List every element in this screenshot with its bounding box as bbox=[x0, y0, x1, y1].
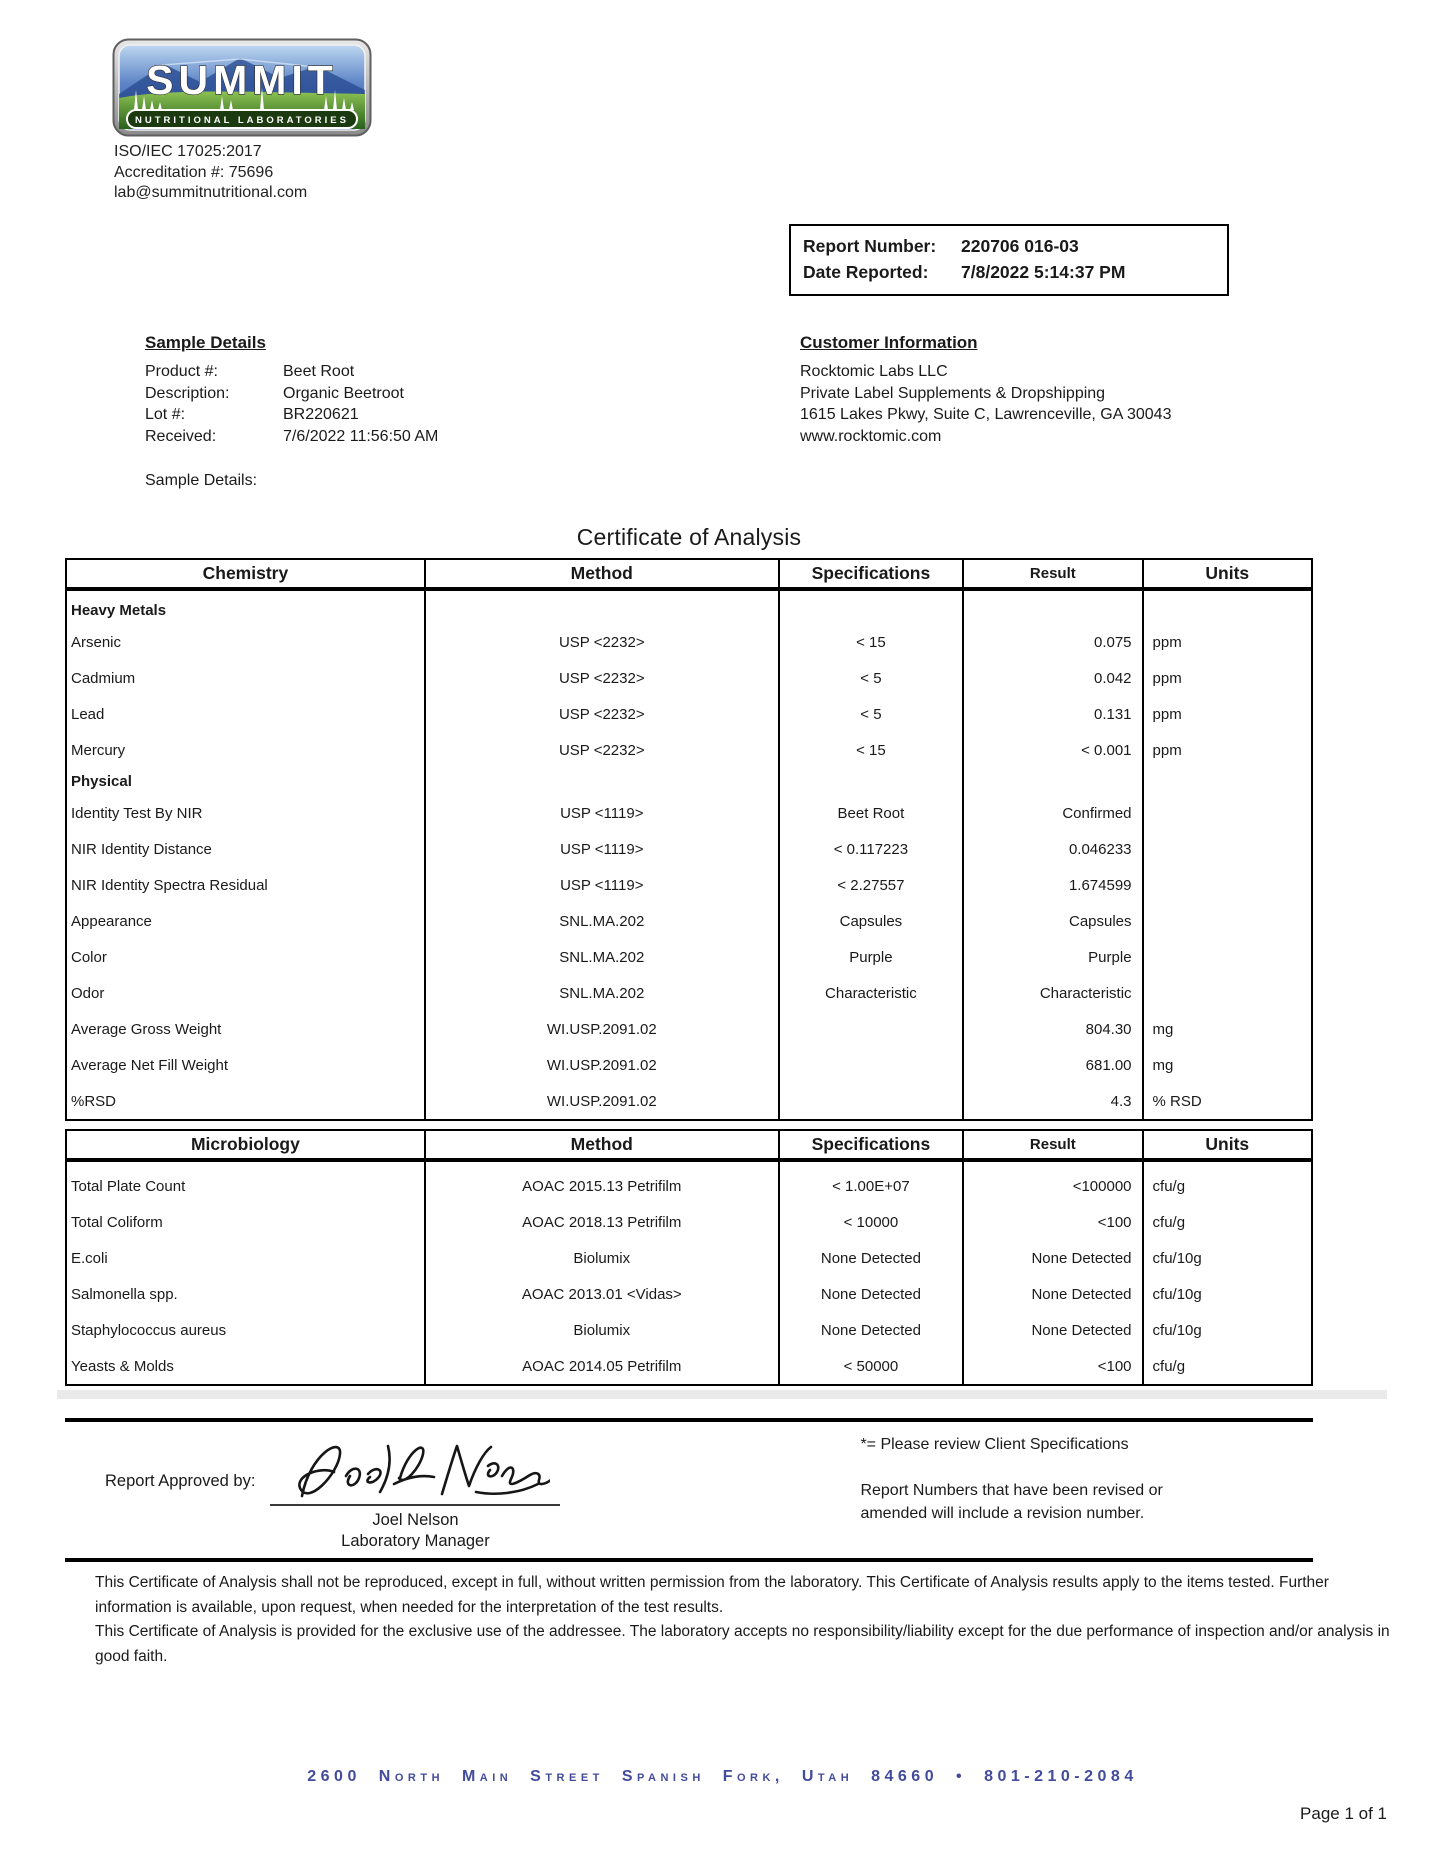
table-cell: None Detected bbox=[963, 1240, 1142, 1276]
table-row bbox=[66, 660, 1312, 696]
table-cell bbox=[779, 1011, 963, 1047]
sample-details-extra-label: Sample Details: bbox=[145, 472, 258, 489]
table-cell: None Detected bbox=[779, 1312, 963, 1348]
detail-label: Product #: bbox=[145, 363, 218, 380]
approver-title: Laboratory Manager bbox=[341, 1532, 490, 1550]
table-cell: Appearance bbox=[66, 903, 425, 939]
detail-row bbox=[145, 383, 665, 405]
table-header-row bbox=[66, 1130, 1312, 1160]
table-cell: Beet Root bbox=[779, 795, 963, 831]
table-cell: 0.075 bbox=[963, 624, 1142, 660]
table-cell: < 0.001 bbox=[963, 732, 1142, 768]
table-row bbox=[66, 1312, 1312, 1348]
report-notes bbox=[860, 1432, 1200, 1552]
table-row bbox=[66, 939, 1312, 975]
table-cell: < 10000 bbox=[779, 1204, 963, 1240]
detail-value: Beet Root bbox=[283, 363, 355, 380]
date-reported-value: 7/8/2022 5:14:37 PM bbox=[961, 262, 1126, 282]
table-cell: ppm bbox=[1143, 624, 1312, 660]
table-cell: % RSD bbox=[1143, 1083, 1312, 1120]
table-cell: Average Gross Weight bbox=[66, 1011, 425, 1047]
table-cell: NIR Identity Distance bbox=[66, 831, 425, 867]
accreditation-block bbox=[114, 142, 307, 204]
microbiology-table bbox=[65, 1129, 1313, 1386]
table-cell: cfu/10g bbox=[1143, 1240, 1312, 1276]
table-cell: Biolumix bbox=[425, 1312, 779, 1348]
table-cell: Purple bbox=[779, 939, 963, 975]
table-cell: 681.00 bbox=[963, 1047, 1142, 1083]
table-cell: USP <2232> bbox=[425, 696, 779, 732]
sample-details-section bbox=[145, 333, 665, 447]
table-cell: Heavy Metals bbox=[66, 589, 425, 624]
table-cell: Average Net Fill Weight bbox=[66, 1047, 425, 1083]
column-header: Result bbox=[963, 1130, 1142, 1160]
column-header: Specifications bbox=[779, 1130, 963, 1160]
detail-row bbox=[145, 361, 665, 383]
lab-address-footer: 2600 North Main Street Spanish Fork, Utah 84660 • 801-210-2084 bbox=[307, 1768, 1138, 1785]
table-cell bbox=[425, 768, 779, 795]
table-row bbox=[66, 624, 1312, 660]
table-cell: <100000 bbox=[963, 1160, 1142, 1204]
logo-subtitle: NUTRITIONAL LABORATORIES bbox=[135, 115, 349, 126]
column-header: Method bbox=[425, 1130, 779, 1160]
disclaimer-paragraph-2: This Certificate of Analysis is provided for the exclusive use of the addressee. The laboratory accepts no responsibility/liability except for the due performance of inspection and/or analysis in good faith. bbox=[95, 1623, 1390, 1665]
table-cell: USP <1119> bbox=[425, 795, 779, 831]
report-number-label: Report Number: bbox=[803, 236, 937, 256]
column-header: Chemistry bbox=[66, 559, 425, 589]
table-cell: Total Coliform bbox=[66, 1204, 425, 1240]
table-cell bbox=[779, 768, 963, 795]
accreditation-number: Accreditation #: 75696 bbox=[114, 163, 274, 181]
table-cell: Arsenic bbox=[66, 624, 425, 660]
table-cell bbox=[779, 1047, 963, 1083]
table-cell bbox=[1143, 867, 1312, 903]
table-cell: Characteristic bbox=[779, 975, 963, 1011]
table-cell: cfu/g bbox=[1143, 1160, 1312, 1204]
table-cell: WI.USP.2091.02 bbox=[425, 1011, 779, 1047]
detail-label: Lot #: bbox=[145, 406, 186, 423]
detail-label: Received: bbox=[145, 427, 217, 445]
table-cell: AOAC 2014.05 Petrifilm bbox=[425, 1348, 779, 1385]
table-row bbox=[66, 975, 1312, 1011]
table-cell: 804.30 bbox=[963, 1011, 1142, 1047]
info-line: www.rocktomic.com bbox=[800, 427, 942, 445]
report-number-row bbox=[803, 233, 1215, 259]
approver-name: Joel Nelson bbox=[372, 1511, 459, 1529]
section-row bbox=[66, 589, 1312, 624]
table-cell: AOAC 2018.13 Petrifilm bbox=[425, 1204, 779, 1240]
table-cell: cfu/g bbox=[1143, 1204, 1312, 1240]
table-cell: ppm bbox=[1143, 696, 1312, 732]
table-cell: Staphylococcus aureus bbox=[66, 1312, 425, 1348]
table-cell: Total Plate Count bbox=[66, 1160, 425, 1204]
table-cell: Salmonella spp. bbox=[66, 1276, 425, 1312]
table-cell: mg bbox=[1143, 1047, 1312, 1083]
table-cell: <100 bbox=[963, 1204, 1142, 1240]
detail-row bbox=[145, 404, 665, 426]
report-info-box bbox=[789, 224, 1229, 296]
table-cell: Color bbox=[66, 939, 425, 975]
table-cell: None Detected bbox=[963, 1312, 1142, 1348]
table-cell bbox=[1143, 768, 1312, 795]
table-cell: < 50000 bbox=[779, 1348, 963, 1385]
table-cell bbox=[425, 589, 779, 624]
table-cell: SNL.MA.202 bbox=[425, 939, 779, 975]
detail-value: 7/6/2022 11:56:50 AM bbox=[283, 427, 439, 445]
customer-information-title: Customer Information bbox=[800, 333, 978, 352]
table-header-row bbox=[66, 559, 1312, 589]
info-line: 1615 Lakes Pkwy, Suite C, Lawrenceville, GA 30043 bbox=[800, 406, 1172, 423]
table-cell bbox=[963, 589, 1142, 624]
table-cell: < 15 bbox=[779, 624, 963, 660]
customer-information-lines bbox=[800, 361, 1360, 447]
table-cell: Cadmium bbox=[66, 660, 425, 696]
table-cell: Confirmed bbox=[963, 795, 1142, 831]
table-cell: None Detected bbox=[779, 1240, 963, 1276]
section-row bbox=[66, 768, 1312, 795]
table-cell bbox=[1143, 831, 1312, 867]
scan-shading-band bbox=[57, 1390, 1387, 1399]
table-cell: AOAC 2015.13 Petrifilm bbox=[425, 1160, 779, 1204]
summit-logo-image bbox=[112, 38, 372, 137]
table-cell: AOAC 2013.01 <Vidas> bbox=[425, 1276, 779, 1312]
table-cell: USP <1119> bbox=[425, 831, 779, 867]
sample-details-title: Sample Details bbox=[145, 333, 266, 352]
table-cell: Mercury bbox=[66, 732, 425, 768]
table-cell: Lead bbox=[66, 696, 425, 732]
table-cell: None Detected bbox=[779, 1276, 963, 1312]
table-cell bbox=[1143, 903, 1312, 939]
table-row bbox=[66, 903, 1312, 939]
table-row bbox=[66, 1160, 1312, 1204]
column-header: Specifications bbox=[779, 559, 963, 589]
column-header: Microbiology bbox=[66, 1130, 425, 1160]
table-cell: Purple bbox=[963, 939, 1142, 975]
table-cell: 1.674599 bbox=[963, 867, 1142, 903]
info-line: Private Label Supplements & Dropshipping bbox=[800, 384, 1106, 402]
table-cell bbox=[963, 768, 1142, 795]
table-cell: SNL.MA.202 bbox=[425, 903, 779, 939]
table-cell: ppm bbox=[1143, 732, 1312, 768]
table-cell: Biolumix bbox=[425, 1240, 779, 1276]
table-cell: %RSD bbox=[66, 1083, 425, 1120]
table-row bbox=[66, 1204, 1312, 1240]
table-cell: Capsules bbox=[963, 903, 1142, 939]
certificate-title: Certificate of Analysis bbox=[576, 524, 802, 550]
table-row bbox=[66, 1348, 1312, 1385]
table-row bbox=[66, 831, 1312, 867]
table-cell bbox=[1143, 975, 1312, 1011]
table-cell: USP <2232> bbox=[425, 732, 779, 768]
table-cell: < 1.00E+07 bbox=[779, 1160, 963, 1204]
table-cell: SNL.MA.202 bbox=[425, 975, 779, 1011]
table-cell: E.coli bbox=[66, 1240, 425, 1276]
table-cell: < 0.117223 bbox=[779, 831, 963, 867]
customer-information-section bbox=[800, 333, 1360, 447]
disclaimer-text bbox=[65, 1571, 1395, 1669]
table-cell: 0.131 bbox=[963, 696, 1142, 732]
approval-section bbox=[65, 1418, 1313, 1562]
column-header: Units bbox=[1143, 559, 1312, 589]
date-reported-row bbox=[803, 259, 1215, 285]
detail-value: Organic Beetroot bbox=[283, 384, 404, 402]
column-header: Units bbox=[1143, 1130, 1312, 1160]
table-row bbox=[66, 867, 1312, 903]
table-cell bbox=[1143, 939, 1312, 975]
table-cell: ppm bbox=[1143, 660, 1312, 696]
table-cell: Yeasts & Molds bbox=[66, 1348, 425, 1385]
signature-area bbox=[65, 1432, 565, 1552]
table-cell: Characteristic bbox=[963, 975, 1142, 1011]
table-cell: USP <2232> bbox=[425, 624, 779, 660]
client-spec-note: *= Please review Client Specifications bbox=[860, 1436, 1129, 1453]
table-cell: Physical bbox=[66, 768, 425, 795]
table-cell: < 2.27557 bbox=[779, 867, 963, 903]
table-cell: cfu/10g bbox=[1143, 1276, 1312, 1312]
table-row bbox=[66, 1276, 1312, 1312]
detail-row bbox=[145, 426, 665, 448]
table-cell: 0.046233 bbox=[963, 831, 1142, 867]
signature-line bbox=[270, 1504, 560, 1506]
table-cell: 0.042 bbox=[963, 660, 1142, 696]
table-cell: WI.USP.2091.02 bbox=[425, 1083, 779, 1120]
table-row bbox=[66, 732, 1312, 768]
table-cell bbox=[779, 589, 963, 624]
table-cell bbox=[779, 1083, 963, 1120]
table-cell: Identity Test By NIR bbox=[66, 795, 425, 831]
table-cell: None Detected bbox=[963, 1276, 1142, 1312]
revision-note: Report Numbers that have been revised or amended will include a revision number. bbox=[860, 1482, 1163, 1522]
table-cell: cfu/g bbox=[1143, 1348, 1312, 1385]
table-cell: mg bbox=[1143, 1011, 1312, 1047]
report-number-value: 220706 016-03 bbox=[961, 236, 1079, 256]
signature-block bbox=[265, 1432, 565, 1552]
disclaimer-paragraph-1: This Certificate of Analysis shall not be reproduced, except in full, without written permission from the laboratory. This Certificate of Analysis results apply to the items tested. Further information is available, upon request, when needed for the interpretation of the test results. bbox=[95, 1574, 1329, 1616]
table-cell: USP <1119> bbox=[425, 867, 779, 903]
certificate-body bbox=[65, 524, 1390, 1669]
summit-logo bbox=[112, 38, 372, 137]
table-cell: USP <2232> bbox=[425, 660, 779, 696]
date-reported-label: Date Reported: bbox=[803, 262, 929, 282]
info-line: Rocktomic Labs LLC bbox=[800, 363, 948, 380]
table-cell: < 15 bbox=[779, 732, 963, 768]
table-cell: < 5 bbox=[779, 696, 963, 732]
table-row bbox=[66, 1047, 1312, 1083]
table-row bbox=[66, 1240, 1312, 1276]
table-cell: Odor bbox=[66, 975, 425, 1011]
table-cell: WI.USP.2091.02 bbox=[425, 1047, 779, 1083]
lab-email: lab@summitnutritional.com bbox=[114, 184, 308, 201]
table-row bbox=[66, 696, 1312, 732]
table-cell bbox=[1143, 589, 1312, 624]
table-cell: <100 bbox=[963, 1348, 1142, 1385]
table-row bbox=[66, 1083, 1312, 1120]
table-cell: Capsules bbox=[779, 903, 963, 939]
table-row bbox=[66, 795, 1312, 831]
table-cell: cfu/10g bbox=[1143, 1312, 1312, 1348]
table-cell: < 5 bbox=[779, 660, 963, 696]
table-cell: NIR Identity Spectra Residual bbox=[66, 867, 425, 903]
detail-value: BR220621 bbox=[283, 406, 359, 423]
page-number: Page 1 of 1 bbox=[1300, 1804, 1387, 1823]
column-header: Method bbox=[425, 559, 779, 589]
table-row bbox=[66, 1011, 1312, 1047]
table-cell: 4.3 bbox=[963, 1083, 1142, 1120]
svg-text:SUMMIT: SUMMIT bbox=[146, 57, 338, 103]
sample-details-rows bbox=[145, 361, 665, 447]
iso-standard: ISO/IEC 17025:2017 bbox=[114, 143, 262, 160]
detail-label: Description: bbox=[145, 384, 230, 402]
table-cell bbox=[1143, 795, 1312, 831]
chemistry-table bbox=[65, 558, 1313, 1121]
column-header: Result bbox=[963, 559, 1142, 589]
approved-by-label: Report Approved by: bbox=[105, 1472, 256, 1490]
